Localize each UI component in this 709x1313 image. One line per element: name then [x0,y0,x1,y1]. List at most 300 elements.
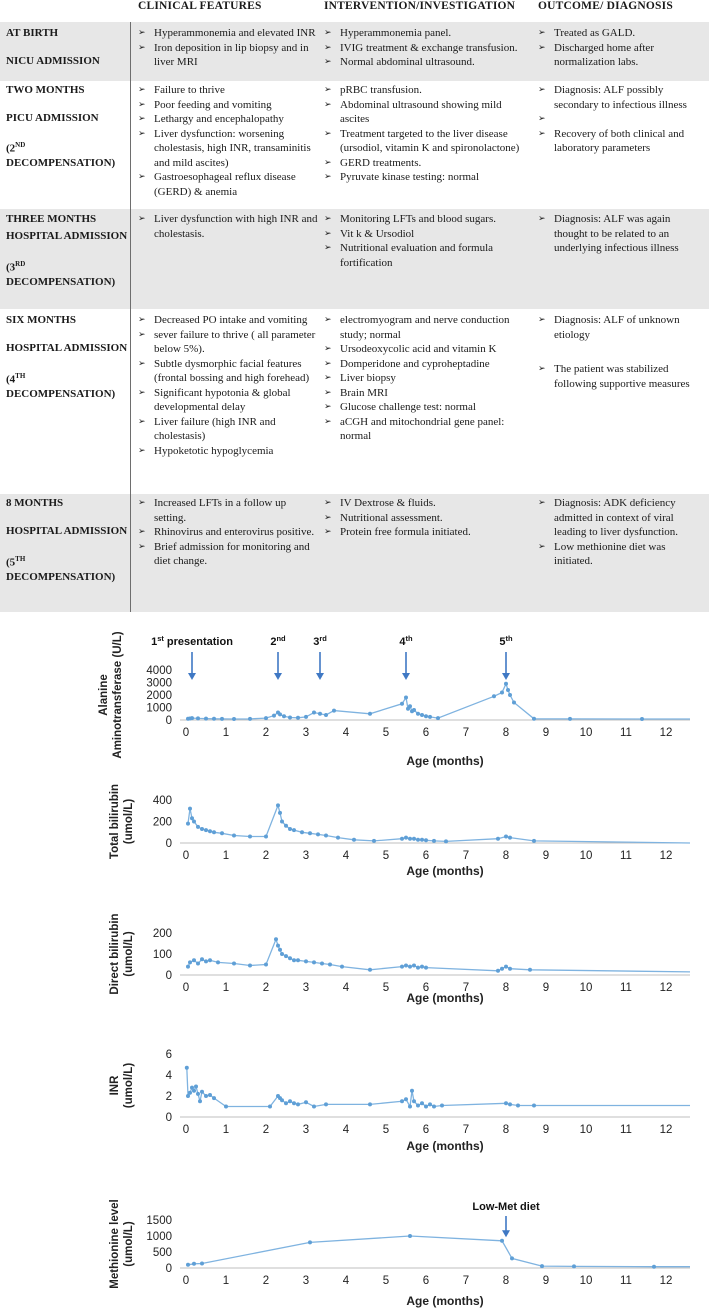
y-axis-label: (umol/L) [123,1221,135,1267]
data-point [424,1105,428,1109]
data-point [192,1089,196,1093]
x-tick-label: 10 [579,850,593,862]
data-point [200,1090,204,1094]
y-tick-label: 0 [165,970,172,982]
x-tick-label: 4 [342,850,350,862]
data-point [284,954,288,958]
data-point [278,811,282,815]
event-annotation-label: 4th [399,633,413,648]
y-tick-label: 1000 [146,1231,172,1243]
data-point [368,712,372,716]
x-tick-label: 8 [502,1275,510,1287]
data-point [320,962,324,966]
x-tick-label: 10 [579,1275,593,1287]
x-tick-label: 9 [542,727,550,739]
event-annotation-label: 1st presentation [151,633,233,648]
data-point [200,1262,204,1266]
chart-4 [109,1199,690,1308]
x-tick-label: 5 [382,727,390,739]
data-point [200,957,204,961]
data-point [440,1104,444,1108]
data-point [208,958,212,962]
event-annotation-label: 3rd [313,633,327,648]
data-point [276,944,280,948]
data-point [410,1089,414,1093]
x-tick-label: 7 [462,1124,470,1136]
series-line [188,1236,690,1267]
data-point [296,1102,300,1106]
event-arrow-head [502,673,510,680]
data-point [196,962,200,966]
x-axis-label: Age (months) [406,1294,484,1308]
data-point [408,837,412,841]
timeline-table [0,0,709,612]
event-arrow-head [502,1230,510,1237]
data-point [212,717,216,721]
data-point [400,837,404,841]
data-point [420,965,424,969]
intervention-cell: ➢ Hyperammonemia panel. ➢ IVIG treatment & exchange transfusion. ➢ Normal abdominal ultrasound. [324,26,526,70]
data-point [324,713,328,717]
phase-label: TWO MONTHS PICU ADMISSION (2ND DECOMPENSATION) [6,84,116,170]
data-point [278,948,282,952]
data-point [192,958,196,962]
x-tick-label: 11 [620,982,632,994]
data-point [288,956,292,960]
x-tick-label: 2 [262,982,270,994]
header-clinical-features: CLINICAL FEATURES [138,0,262,12]
data-point [276,803,280,807]
x-tick-label: 2 [262,1124,270,1136]
phase-label: 8 MONTHS HOSPITAL ADMISSION (5TH DECOMPENSATION) [6,497,128,584]
data-point [416,1104,420,1108]
data-point [204,959,208,963]
x-tick-label: 12 [659,727,673,739]
data-point [368,968,372,972]
x-tick-label: 1 [222,727,230,739]
data-point [186,1263,190,1267]
data-point [408,1105,412,1109]
y-axis-label: (umol/L) [123,798,135,845]
data-point [312,1105,316,1109]
chart-0 [98,631,690,768]
outcome-cell: ➢ Diagnosis: ALF of unknown etiology ➢ The patient was stabilized following supportive measures [538,313,706,391]
data-point [186,822,190,826]
x-tick-label: 5 [382,1275,390,1287]
x-tick-label: 4 [342,727,350,739]
data-point [404,696,408,700]
data-point [248,964,252,968]
data-point [416,838,420,842]
x-tick-label: 5 [382,982,390,994]
data-point [540,1264,544,1268]
clinical-features-cell: ➢ Increased LFTs in a follow up setting. ➢ Rhinovirus and enterovirus positive. ➢ Brief admission for monitoring and diet change. [138,496,318,569]
data-point [208,1093,212,1097]
data-point [504,965,508,969]
data-point [510,1256,514,1260]
intervention-cell: ➢ Monitoring LFTs and blood sugars. ➢ Vit k & Ursodiol ➢ Nutritional evaluation and formula fortification [324,212,526,270]
chart-3 [109,1049,690,1153]
data-point [420,713,424,717]
x-tick-label: 6 [422,850,430,862]
data-point [512,701,516,705]
data-point [504,1101,508,1105]
data-point [186,965,190,969]
event-arrow-head [316,673,324,680]
table-row-birth [0,22,709,81]
data-point [284,1101,288,1105]
y-tick-label: 1500 [146,1215,172,1227]
event-annotation-label: Low-Met diet [472,1201,540,1213]
data-point [400,965,404,969]
data-point [304,1100,308,1104]
x-tick-label: 10 [579,1124,593,1136]
y-tick-label: 0 [165,715,172,727]
data-point [312,960,316,964]
x-tick-label: 8 [502,850,510,862]
x-tick-label: 1 [222,1124,230,1136]
data-point [640,717,644,721]
data-point [308,831,312,835]
y-tick-label: 4000 [146,665,172,677]
data-point [408,704,412,708]
y-axis-label: Aminotransferase (U/L) [112,631,124,759]
data-point [212,1096,216,1100]
x-tick-label: 0 [182,982,190,994]
data-point [192,820,196,824]
header-outcome: OUTCOME/ DIAGNOSIS [538,0,673,12]
data-point [368,1102,372,1106]
data-point [232,834,236,838]
data-point [508,836,512,840]
x-tick-label: 10 [579,982,593,994]
clinical-features-cell: ➢ Failure to thrive ➢ Poor feeding and vomiting ➢ Lethargy and encephalopathy ➢ Liver dysfunction: worsening cholestasis, high INR, transaminitis and mild ascites) ➢ Gastroesophageal reflux disease (GERD) & anemia [138,83,318,199]
x-tick-label: 3 [302,1124,310,1136]
data-point [308,1240,312,1244]
data-point [272,714,276,718]
data-point [292,1101,296,1105]
x-tick-label: 0 [182,727,190,739]
data-point [516,1104,520,1108]
clinical-features-cell: ➢ Hyperammonemia and elevated INR ➢ Iron deposition in lip biopsy and in liver MRI [138,26,318,70]
event-arrow-head [402,673,410,680]
data-point [280,1098,284,1102]
data-point [185,1066,189,1070]
data-point [444,839,448,843]
y-tick-label: 100 [152,949,172,961]
outcome-cell: ➢ Diagnosis: ALF possibly secondary to infectious illness ➢ ➢ Recovery of both clinical and laboratory parameters [538,83,706,156]
x-axis-label: Age (months) [406,754,484,768]
y-tick-label: 3000 [146,677,172,690]
data-point [332,709,336,713]
column-divider [130,22,131,612]
x-tick-label: 12 [659,982,673,994]
data-point [432,1105,436,1109]
data-point [504,835,508,839]
y-axis-label: Alanine [98,674,110,716]
x-tick-label: 8 [502,982,510,994]
table-row-three-months [0,209,709,309]
event-arrow-head [188,673,196,680]
x-tick-label: 3 [302,850,310,862]
x-tick-label: 11 [620,850,632,862]
phase-label: THREE MONTHS HOSPITAL ADMISSION (3RD DECOMPENSATION) [6,213,128,289]
outcome-cell: ➢ Diagnosis: ADK deficiency admitted in context of viral leading to liver dysfunction. ➢ Low methionine diet was initiated. [538,496,706,569]
intervention-cell: ➢ pRBC transfusion. ➢ Abdominal ultrasound showing mild ascites ➢ Treatment targeted to the liver disease (ursodiol, vitamin K and spironolactone) ➢ GERD treatments. ➢ Pyruvate kinase testing: normal [324,83,526,185]
data-point [200,827,204,831]
data-point [264,963,268,967]
data-point [274,937,278,941]
lab-trend-charts [0,612,709,1313]
data-point [408,1234,412,1238]
data-point [404,964,408,968]
series-line [188,805,690,843]
data-point [282,714,286,718]
data-point [404,1097,408,1101]
y-tick-label: 2000 [146,690,172,702]
data-point [288,827,292,831]
x-axis-label: Age (months) [406,991,484,1005]
x-tick-label: 10 [579,727,593,739]
data-point [216,960,220,964]
data-point [340,965,344,969]
y-axis-label: (umol/L) [123,931,135,977]
data-point [300,830,304,834]
y-tick-label: 400 [152,795,172,807]
data-point [424,966,428,970]
y-tick-label: 500 [152,1247,172,1259]
phase-label: AT BIRTH NICU ADMISSION [6,27,100,67]
data-point [204,1094,208,1098]
y-tick-label: 6 [165,1049,172,1061]
data-point [220,831,224,835]
data-point [432,839,436,843]
data-point [204,717,208,721]
data-point [220,717,224,721]
data-point [292,828,296,832]
data-point [208,829,212,833]
data-point [312,711,316,715]
x-tick-label: 6 [422,982,430,994]
table-row-two-months [0,81,709,209]
x-tick-label: 1 [222,982,230,994]
data-point [316,832,320,836]
data-point [372,839,376,843]
y-axis-label: Methionine level [109,1199,121,1289]
x-tick-label: 12 [659,1275,673,1287]
x-tick-label: 3 [302,982,310,994]
x-tick-label: 9 [542,850,550,862]
data-point [408,965,412,969]
x-tick-label: 8 [502,727,510,739]
x-tick-label: 4 [342,982,350,994]
y-tick-label: 200 [152,816,172,829]
x-axis-label: Age (months) [406,1139,484,1153]
x-tick-label: 6 [422,727,430,739]
data-point [412,1099,416,1103]
data-point [324,834,328,838]
x-tick-label: 3 [302,727,310,739]
data-point [428,715,432,719]
data-point [500,1239,504,1243]
data-point [492,694,496,698]
data-point [196,825,200,829]
data-point [436,716,440,720]
data-point [528,968,532,972]
data-point [400,1099,404,1103]
event-arrow-head [274,673,282,680]
data-point [416,712,420,716]
data-point [288,1099,292,1103]
data-point [196,716,200,720]
data-point [420,1101,424,1105]
x-tick-label: 11 [620,1124,632,1136]
x-tick-label: 7 [462,727,470,739]
data-point [532,717,536,721]
outcome-cell: ➢ Treated as GALD. ➢ Discharged home after normalization labs. [538,26,706,70]
x-tick-label: 7 [462,1275,470,1287]
x-tick-label: 7 [462,850,470,862]
data-point [198,1099,202,1103]
x-tick-label: 0 [182,850,190,862]
data-point [232,962,236,966]
x-tick-label: 8 [502,1124,510,1136]
outcome-cell: ➢ Diagnosis: ALF was again thought to be related to an underlying infectious illness [538,212,706,256]
y-tick-label: 1000 [146,702,172,715]
x-tick-label: 1 [222,850,230,862]
x-tick-label: 2 [262,727,270,739]
data-point [188,807,192,811]
data-point [264,835,268,839]
data-point [224,1105,228,1109]
x-tick-label: 7 [462,982,470,994]
data-point [204,828,208,832]
data-point [196,1092,200,1096]
series-line [188,939,690,972]
event-annotation-label: 5th [499,633,513,648]
data-point [412,837,416,841]
data-point [328,963,332,967]
y-axis-label: INR [109,1075,121,1096]
y-tick-label: 0 [165,838,172,850]
data-point [652,1265,656,1269]
x-tick-label: 1 [222,1275,230,1287]
x-tick-label: 2 [262,850,270,862]
data-point [268,1105,272,1109]
x-tick-label: 9 [542,1124,550,1136]
phase-label: SIX MONTHS HOSPITAL ADMISSION (4TH DECOMPENSATION) [6,314,128,401]
data-point [412,708,416,712]
x-tick-label: 6 [422,1275,430,1287]
intervention-cell: ➢ electromyogram and nerve conduction study; normal ➢ Ursodeoxycolic acid and vitamin K ➢ Domperidone and cyproheptadine ➢ Liver biopsy ➢ Brain MRI ➢ Glucose challenge test: normal ➢ aCGH and mitochondrial gene panel: normal [324,313,526,444]
data-point [572,1264,576,1268]
clinical-features-cell: ➢ Liver dysfunction with high INR and cholestasis. [138,212,318,241]
y-tick-label: 0 [165,1263,172,1275]
data-point [416,966,420,970]
data-point [500,691,504,695]
data-point [318,712,322,716]
data-point [264,716,268,720]
x-tick-label: 9 [542,982,550,994]
event-annotation-label: 2nd [270,633,286,648]
data-point [248,835,252,839]
data-point [420,838,424,842]
data-point [508,1102,512,1106]
y-tick-label: 4 [165,1070,172,1082]
x-tick-label: 12 [659,850,673,862]
chart-2 [109,913,690,1005]
x-tick-label: 0 [182,1124,190,1136]
y-axis-label: Total bilirubin [109,783,121,860]
x-tick-label: 9 [542,1275,550,1287]
data-point [496,969,500,973]
data-point [190,716,194,720]
data-point [248,717,252,721]
clinical-features-cell: ➢ Decreased PO intake and vomiting ➢ sever failure to thrive ( all parameter below 5%). ➢ Subtle dysmorphic facial features (frontal bossing and high forehead) ➢ Significant hypotonia & global developmental delay ➢ Liver failure (high INR and cholestasis) ➢ Hypoketotic hypoglycemia [138,313,318,458]
y-tick-label: 200 [152,928,172,940]
data-point [292,958,296,962]
data-point [352,838,356,842]
data-point [412,964,416,968]
x-tick-label: 5 [382,850,390,862]
series-line [188,684,690,719]
data-point [194,1085,198,1089]
chart-1 [109,784,690,878]
data-point [500,967,504,971]
data-point [496,837,500,841]
data-point [532,839,536,843]
x-tick-label: 11 [620,1275,632,1287]
data-point [296,716,300,720]
table-row-eight-months [0,494,709,612]
series-line [187,1068,690,1107]
data-point [212,830,216,834]
y-tick-label: 0 [165,1112,172,1124]
data-point [568,717,572,721]
data-point [304,715,308,719]
intervention-cell: ➢ IV Dextrose & fluids. ➢ Nutritional assessment. ➢ Protein free formula initiated. [324,496,526,540]
data-point [192,1262,196,1266]
data-point [278,712,282,716]
data-point [508,967,512,971]
header-intervention: INTERVENTION/INVESTIGATION [324,0,516,12]
data-point [404,836,408,840]
data-point [506,688,510,692]
x-tick-label: 11 [620,727,632,739]
data-point [304,959,308,963]
x-tick-label: 4 [342,1275,350,1287]
data-point [296,958,300,962]
data-point [532,1104,536,1108]
x-axis-label: Age (months) [406,864,484,878]
data-point [288,716,292,720]
data-point [284,824,288,828]
data-point [188,960,192,964]
x-tick-label: 4 [342,1124,350,1136]
data-point [424,838,428,842]
data-point [508,693,512,697]
data-point [280,952,284,956]
table-row-six-months [0,309,709,494]
x-tick-label: 5 [382,1124,390,1136]
x-tick-label: 2 [262,1275,270,1287]
x-tick-label: 0 [182,1275,190,1287]
data-point [336,836,340,840]
data-point [428,1102,432,1106]
data-point [400,702,404,706]
y-axis-label: Direct bilirubin [109,913,121,995]
y-axis-label: (umol/L) [123,1062,135,1109]
